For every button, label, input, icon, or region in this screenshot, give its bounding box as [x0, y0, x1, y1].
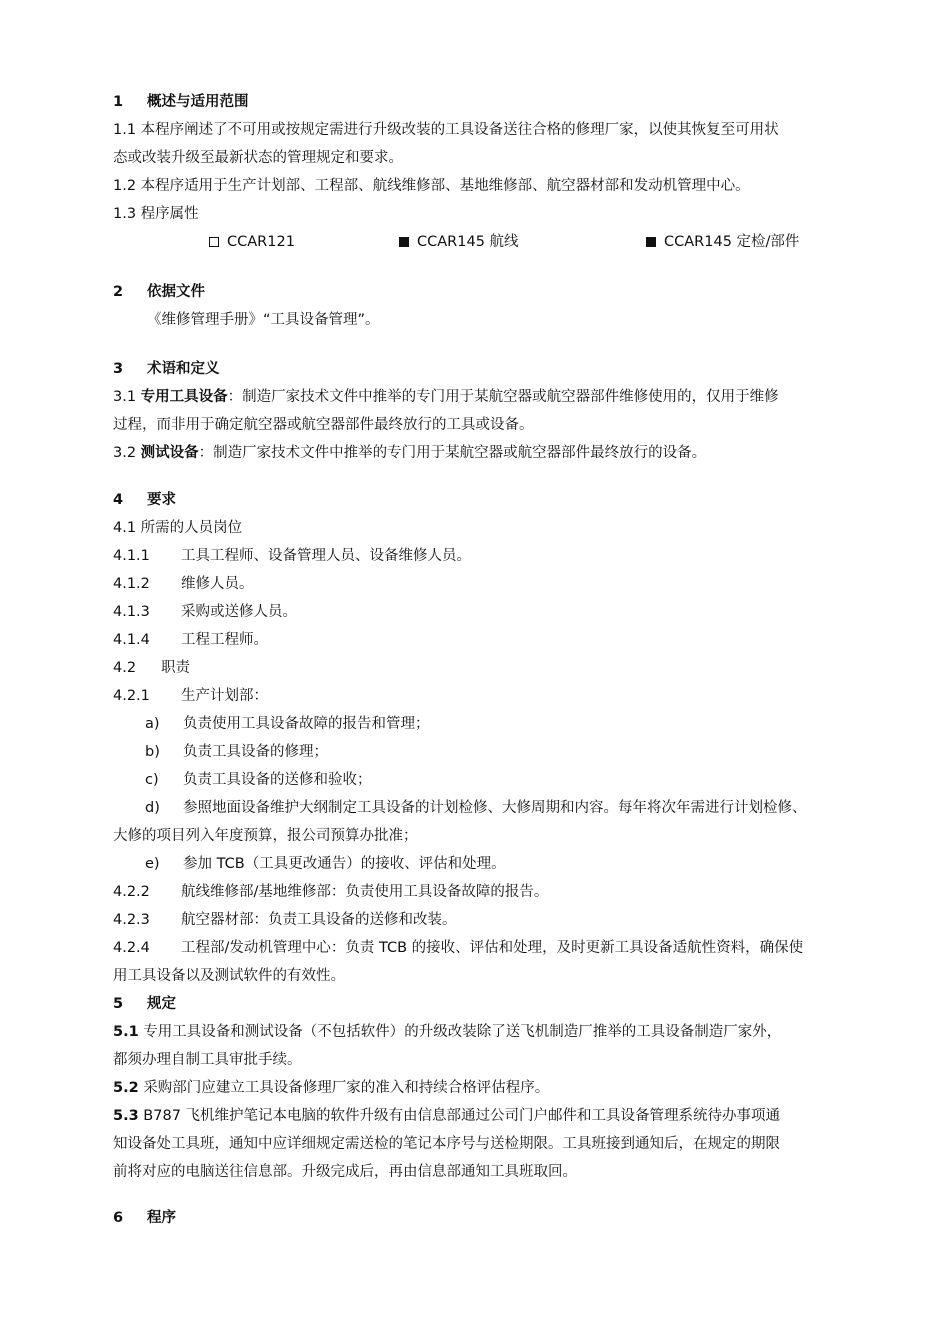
section-title: 术语和定义	[147, 361, 220, 377]
section-title: 程序	[147, 1210, 176, 1226]
list-item-a: a) 负责使用工具设备故障的报告和管理；	[145, 716, 430, 732]
checked-box-icon	[399, 237, 409, 247]
definition-number: 3.1	[113, 389, 141, 405]
section-number: 4	[113, 492, 124, 508]
attribute-ccar145-line	[399, 232, 519, 252]
section-5-heading	[113, 994, 176, 1014]
paragraph-1-1-line-1: 1.1 本程序阐述了不可用或按规定需进行升级改装的工具设备送往合格的修理厂家，以使其恢复至可用状	[113, 122, 779, 138]
section-number: 1	[113, 94, 124, 110]
section-3-heading	[113, 359, 220, 379]
attribute-label: CCAR121	[227, 234, 295, 250]
definition-term: 专用工具设备	[140, 389, 228, 405]
definition-term: 测试设备	[140, 445, 199, 461]
rule-5-3-line-1: 5.3 B787 飞机维护笔记本电脑的软件升级有由信息部通过公司门户邮件和工具设备管理系统待办事项通	[113, 1108, 781, 1124]
rule-5-1-line-2: 都须办理自制工具审批手续。	[113, 1052, 302, 1068]
paragraph-1-2: 1.2 本程序适用于生产计划部、工程部、航线维修部、基地维修部、航空器材部和发动机管理中心。	[113, 178, 750, 194]
unchecked-box-icon	[209, 237, 219, 247]
section-6-heading	[113, 1208, 176, 1228]
section-number: 3	[113, 361, 124, 377]
section-title: 依据文件	[147, 284, 205, 300]
section-title: 规定	[147, 996, 176, 1012]
section-number: 6	[113, 1210, 124, 1226]
definition-3-1-line-2: 过程，而非用于确定航空器或航空器部件最终放行的工具或设备。	[113, 417, 534, 433]
list-item-b: b) 负责工具设备的修理；	[145, 744, 328, 760]
section-2-heading	[113, 282, 205, 302]
definition-3-1-line-1	[113, 387, 779, 407]
paragraph-1-3: 1.3 程序属性	[113, 206, 199, 222]
paragraph-1-1-line-2: 态或改装升级至最新状态的管理规定和要求。	[113, 150, 403, 166]
rule-5-3-line-3: 前将对应的电脑送往信息部。升级完成后，再由信息部通知工具班取回。	[113, 1164, 577, 1180]
list-item-e: e) 参加 TCB（工具更改通告）的接收、评估和处理。	[145, 856, 506, 872]
attribute-label: CCAR145 航线	[417, 234, 519, 250]
definition-text: ：制造厂家技术文件中推举的专门用于某航空器或航空器部件维修使用的，仅用于维修	[227, 389, 779, 405]
paragraph-4-1: 4.1 所需的人员岗位	[113, 520, 243, 536]
definition-number: 3.2	[113, 445, 141, 461]
section-4-heading	[113, 490, 176, 510]
checked-box-icon	[646, 237, 656, 247]
attribute-ccar145-base	[646, 232, 799, 252]
section-number: 2	[113, 284, 124, 300]
rule-5-2: 5.2 采购部门应建立工具设备修理厂家的准入和持续合格评估程序。	[113, 1080, 550, 1096]
item-4-1-3: 4.1.3 采购或送修人员。	[113, 604, 297, 620]
rule-5-3-line-2: 知设备处工具班，通知中应详细规定需送检的笔记本序号与送检期限。工具班接到通知后，在规定的期限	[113, 1136, 780, 1152]
item-4-1-2: 4.1.2 维修人员。	[113, 576, 254, 592]
item-4-1-4: 4.1.4 工程工程师。	[113, 632, 268, 648]
section-title: 要求	[147, 492, 176, 508]
reference-document: 《维修管理手册》“工具设备管理”。	[147, 312, 380, 328]
section-number: 5	[113, 996, 124, 1012]
item-4-2-2: 4.2.2 航线维修部/基地维修部：负责使用工具设备故障的报告。	[113, 884, 549, 900]
definition-text: ：制造厂家技术文件中推举的专门用于某航空器或航空器部件最终放行的设备。	[198, 445, 707, 461]
section-1-heading	[113, 92, 249, 112]
rule-5-1-line-1: 5.1 专用工具设备和测试设备（不包括软件）的升级改装除了送飞机制造厂推举的工具设备制造厂家外，	[113, 1024, 782, 1040]
definition-3-2	[113, 443, 706, 463]
attribute-label: CCAR145 定检/部件	[664, 234, 800, 250]
list-item-c: c) 负责工具设备的送修和验收；	[145, 772, 372, 788]
item-4-2-4-line-2: 用工具设备以及测试软件的有效性。	[113, 968, 345, 984]
item-4-2-3: 4.2.3 航空器材部：负责工具设备的送修和改装。	[113, 912, 457, 928]
list-item-d-line-2: 大修的项目列入年度预算，报公司预算办批准；	[113, 828, 418, 844]
attribute-ccar121	[209, 232, 295, 252]
section-title: 概述与适用范围	[147, 94, 249, 110]
item-4-2-1: 4.2.1 生产计划部：	[113, 688, 268, 704]
list-item-d-line-1: d) 参照地面设备维护大纲制定工具设备的计划检修、大修周期和内容。每年将次年需进行计划检修、	[145, 800, 807, 816]
item-4-1-1: 4.1.1 工具工程师、设备管理人员、设备维修人员。	[113, 548, 471, 564]
paragraph-4-2: 4.2 职责	[113, 660, 190, 676]
item-4-2-4-line-1: 4.2.4 工程部/发动机管理中心：负责 TCB 的接收、评估和处理，及时更新工具设备适航性资料，确保使	[113, 940, 804, 956]
